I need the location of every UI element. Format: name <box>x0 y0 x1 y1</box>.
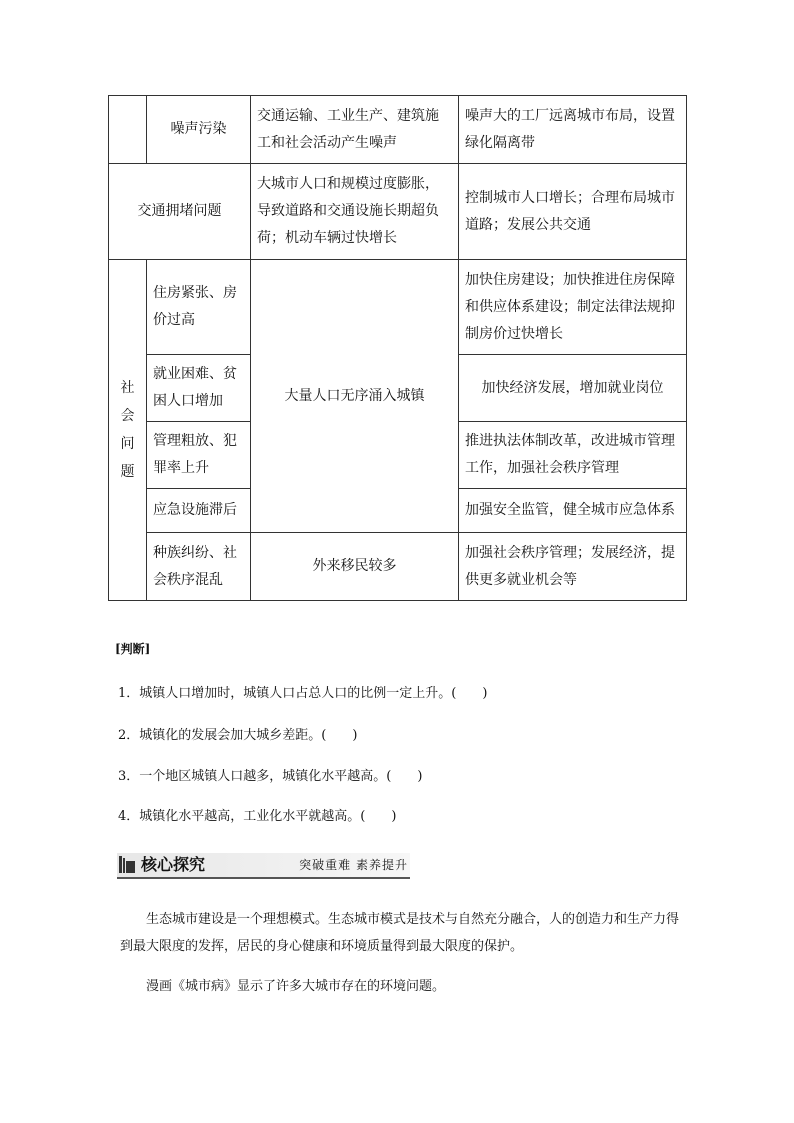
cell-housing-measure: 加快住房建设；加快推进住房保障和供应体系建设；制定法律法规抑制房价过快增长 <box>459 260 687 355</box>
judge-question-1: 1．城镇人口增加时，城镇人口占总人口的比例一定上升。( ) <box>118 686 488 701</box>
section-subtitle: 突破重难 素养提升 <box>299 858 408 872</box>
cell-ethnic-label: 种族纠纷、社会秩序混乱 <box>147 533 251 601</box>
table-row-social-housing <box>109 260 687 355</box>
cell-emergency-label: 应急设施滞后 <box>147 489 251 533</box>
table-row-traffic <box>109 164 687 260</box>
cell-ethnic-cause: 外来移民较多 <box>251 533 459 601</box>
cell-social-main-cause: 大量人口无序涌入城镇 <box>251 260 459 533</box>
social-char: 题 <box>120 464 135 480</box>
cell-crime-measure: 推进执法体制改革，改进城市管理工作，加强社会秩序管理 <box>459 422 687 489</box>
paragraph-eco-city: 生态城市建设是一个理想模式。生态城市模式是技术与自然充分融合，人的创造力和生产力得到最大限度的发挥，居民的身心健康和环境质量得到最大限度的保护。 <box>120 912 680 954</box>
table-row-noise <box>109 96 687 164</box>
cell-housing-label: 住房紧张、房价过高 <box>147 260 251 355</box>
paragraph-cartoon: 漫画《城市病》显示了许多大城市存在的环境问题。 <box>146 979 446 994</box>
cell-noise-label: 噪声污染 <box>147 96 251 164</box>
empty-cell <box>109 96 147 164</box>
social-char: 问 <box>120 436 135 452</box>
cell-crime-label: 管理粗放、犯罪率上升 <box>147 422 251 489</box>
judge-question-4: 4．城镇化水平越高，工业化水平就越高。( ) <box>118 809 397 824</box>
cell-traffic-measure: 控制城市人口增长；合理布局城市道路；发展公共交通 <box>459 164 687 260</box>
cell-employment-measure: 加快经济发展，增加就业岗位 <box>459 355 687 422</box>
cell-employment-label: 就业困难、贫困人口增加 <box>147 355 251 422</box>
cell-ethnic-measure: 加强社会秩序管理；发展经济，提供更多就业机会等 <box>459 533 687 601</box>
cell-social-group-label <box>109 260 147 601</box>
cell-traffic-label: 交通拥堵问题 <box>109 164 251 260</box>
table-row-social-ethnic <box>109 533 687 601</box>
section-title: 核心探究 <box>141 855 206 874</box>
section-banner <box>117 853 410 879</box>
cell-traffic-cause: 大城市人口和规模过度膨胀，导致道路和交通设施长期超负荷；机动车辆过快增长 <box>251 164 459 260</box>
judge-section-title: [判断] <box>115 642 151 656</box>
social-char: 社 <box>120 380 135 396</box>
cell-emergency-measure: 加强安全监管，健全城市应急体系 <box>459 489 687 533</box>
book-icon <box>119 856 135 873</box>
social-char: 会 <box>120 408 135 424</box>
cell-noise-cause: 交通运输、工业生产、建筑施工和社会活动产生噪声 <box>251 96 459 164</box>
cell-noise-measure: 噪声大的工厂远离城市布局，设置绿化隔离带 <box>459 96 687 164</box>
judge-question-3: 3．一个地区城镇人口越多，城镇化水平越高。( ) <box>118 769 423 784</box>
urban-problems-table <box>108 95 687 601</box>
judge-question-2: 2．城镇化的发展会加大城乡差距。( ) <box>118 728 358 743</box>
